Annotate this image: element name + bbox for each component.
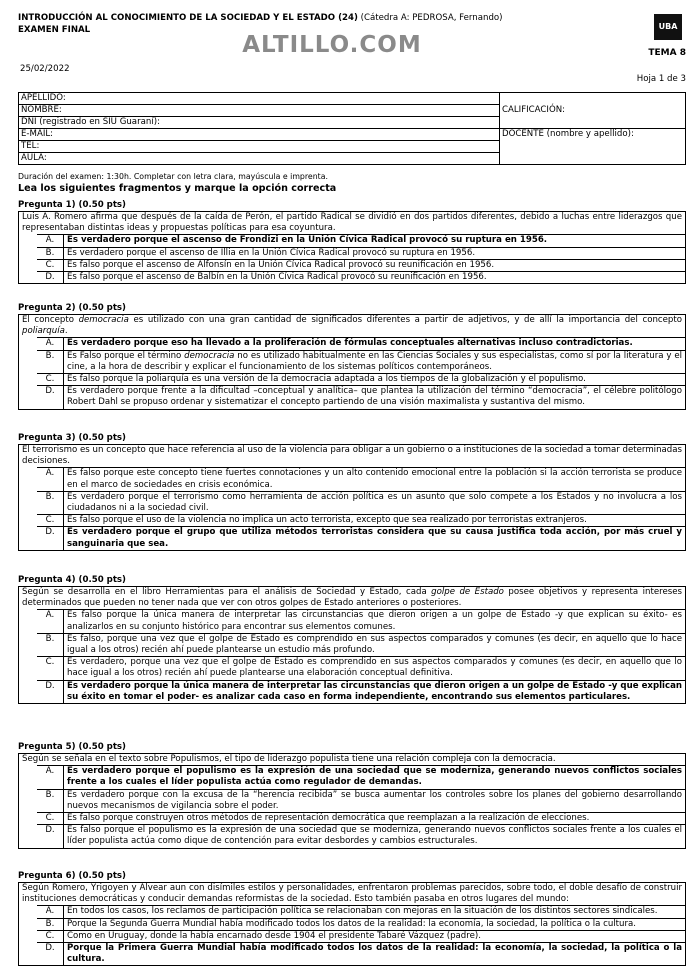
chair: (Cátedra A: PEDROSA, Fernando) bbox=[360, 13, 503, 23]
option-c[interactable] bbox=[37, 656, 685, 679]
option-a[interactable] bbox=[37, 765, 685, 788]
option-a[interactable] bbox=[37, 467, 685, 490]
option-letter: D. bbox=[37, 943, 64, 965]
option-b[interactable] bbox=[37, 633, 685, 656]
option-text: Es falso porque el uso de la violencia no implica un acto terrorista, excepto que sea realizado por terroristas extranjeros. bbox=[67, 515, 587, 526]
option-text: Es verdadero porque frente a la dificultad –conceptual y analítica– que plantea la utilización del término “democracia”, el célebre politólogo Robert Dahl se propuso ordenar y sistematizar el concepto partiendo de una visión maximalista y sustantiva del mismo. bbox=[67, 386, 682, 408]
option-letter: A. bbox=[37, 610, 64, 632]
uba-logo-text: UBA bbox=[658, 22, 678, 31]
option-text: Es falso porque construyen otros métodos de representación democrática que reemplazan a la realización de elecciones. bbox=[67, 813, 590, 824]
stem-text: Según se desarrolla en el libro Herramientas para el análisis de Sociedad y Estado, cada bbox=[22, 587, 432, 597]
question-box bbox=[18, 211, 686, 284]
option-text: En todos los casos, los reclamos de participación política se relacionaban con mejoras en la situación de los distintos sectores sindicales. bbox=[67, 906, 658, 917]
option-term: democracia bbox=[184, 350, 235, 361]
option-text-part: Es Falso porque el término bbox=[67, 350, 185, 361]
option-a[interactable] bbox=[37, 337, 685, 349]
stem-text: El concepto bbox=[22, 315, 79, 325]
option-letter: D. bbox=[37, 825, 64, 847]
option-text: Es verdadero porque la única manera de interpretar las circunstancias que dieron origen a un golpe de Estado -y que explican su éxito en tomar el poder- es analizar cada caso en forma independiente, encontrando sus elementos particulares. bbox=[67, 680, 682, 702]
option-text: Es falso porque la poliarquía es una versión de la democracia adaptada a los tiempos de la globalización y el populismo. bbox=[67, 374, 586, 385]
dni-field[interactable]: DNI (registrado en SIU Guaraní): bbox=[19, 117, 500, 129]
apellido-field[interactable]: APELLIDO: bbox=[19, 93, 500, 105]
option-text: Porque la Segunda Guerra Mundial había modificado todos los datos de la realidad: la economía, la sociedad, la política o la cultura. bbox=[67, 918, 637, 929]
student-info-table bbox=[18, 92, 686, 165]
question-box bbox=[18, 753, 686, 849]
option-letter: B. bbox=[37, 634, 64, 656]
question-box bbox=[18, 444, 686, 551]
question-stem: Según se señala en el texto sobre Populismos, el tipo de liderazgo populista tiene una relación compleja con la democracia. bbox=[22, 754, 556, 764]
option-d[interactable] bbox=[37, 526, 685, 549]
option-letter: C. bbox=[37, 657, 64, 679]
option-letter: A. bbox=[37, 235, 64, 246]
option-d[interactable] bbox=[37, 271, 685, 283]
exam-header bbox=[18, 12, 686, 36]
option-letter: C. bbox=[37, 374, 64, 385]
question-title: Pregunta 3) (0.50 pts) bbox=[18, 433, 126, 443]
option-a[interactable] bbox=[37, 609, 685, 632]
question-6 bbox=[18, 871, 686, 966]
option-letter: A. bbox=[37, 906, 64, 917]
option-text: Es verdadero porque eso ha llevado a la proliferación de fórmulas conceptuales alternativas incluso contradictorias. bbox=[67, 338, 633, 349]
option-text: Es falso porque el ascenso de Alfonsín en la Unión Cívica Radical provocó su reunificación en 1956. bbox=[67, 259, 495, 270]
option-letter: D. bbox=[37, 386, 64, 408]
tel-field[interactable]: TEL: bbox=[19, 141, 500, 153]
option-b[interactable] bbox=[37, 918, 685, 930]
question-3 bbox=[18, 433, 686, 551]
option-letter: D. bbox=[37, 681, 64, 703]
option-letter: B. bbox=[37, 919, 64, 930]
question-5 bbox=[18, 742, 686, 849]
option-d[interactable] bbox=[37, 385, 685, 408]
tema-label: TEMA 8 bbox=[648, 48, 686, 58]
option-b[interactable] bbox=[37, 789, 685, 812]
course-title: INTRODUCCIÓN AL CONOCIMIENTO DE LA SOCIEDAD Y EL ESTADO (24) bbox=[18, 13, 358, 23]
stem-text: . bbox=[64, 326, 68, 337]
option-a[interactable] bbox=[37, 905, 685, 917]
option-d[interactable] bbox=[37, 680, 685, 703]
stem-term: democracia bbox=[78, 315, 129, 325]
exam-type: EXAMEN FINAL bbox=[18, 25, 91, 35]
email-field[interactable]: E-MAIL: bbox=[19, 129, 500, 141]
question-stem: El terrorismo es un concepto que hace referencia al uso de la violencia para obligar a un gobierno o a instituciones de la sociedad a tomar determinadas decisiones. bbox=[22, 445, 682, 467]
option-letter: A. bbox=[37, 766, 64, 788]
question-box bbox=[18, 314, 686, 410]
instructions: Lea los siguientes fragmentos y marque la opción correcta bbox=[18, 183, 337, 194]
question-title: Pregunta 6) (0.50 pts) bbox=[18, 871, 126, 881]
option-c[interactable] bbox=[37, 259, 685, 271]
option-letter: A. bbox=[37, 468, 64, 490]
option-letter: B. bbox=[37, 248, 64, 259]
question-stem bbox=[19, 315, 685, 337]
option-letter: B. bbox=[37, 351, 64, 373]
option-letter: A. bbox=[37, 338, 64, 349]
option-text bbox=[64, 351, 685, 373]
nombre-field[interactable]: NOMBRE: bbox=[19, 105, 500, 117]
calificacion-field[interactable]: CALIFICACIÓN: bbox=[500, 93, 686, 129]
question-1 bbox=[18, 200, 686, 284]
uba-logo bbox=[654, 14, 682, 40]
docente-field[interactable]: DOCENTE (nombre y apellido): bbox=[500, 129, 686, 165]
duration-note: Duración del examen: 1:30h. Completar con letra clara, mayúscula e imprenta. bbox=[18, 172, 328, 181]
option-letter: C. bbox=[37, 515, 64, 526]
option-c[interactable] bbox=[37, 930, 685, 942]
stem-text: es utilizado con una gran cantidad de significados diferentes a partir de adjetivos, y de allí la importancia del concepto bbox=[128, 315, 682, 325]
option-d[interactable] bbox=[37, 824, 685, 847]
option-text: Es falso porque este concepto tiene fuertes connotaciones y un alto contenido emocional entre la población si la acción terrorista se produce en el marco de sociedades en crisis económica. bbox=[67, 468, 682, 490]
question-title: Pregunta 4) (0.50 pts) bbox=[18, 575, 126, 585]
option-b[interactable] bbox=[37, 350, 685, 373]
question-box bbox=[18, 586, 686, 704]
option-text: Es falso porque el ascenso de Balbín en la Unión Cívica Radical provocó su reunificación en 1956. bbox=[67, 272, 487, 283]
aula-field[interactable]: AULA: bbox=[19, 153, 500, 165]
stem-term: golpe de Estado bbox=[431, 587, 504, 597]
page-number: Hoja 1 de 3 bbox=[636, 74, 686, 84]
option-text: Es falso porque la única manera de interpretar las circunstancias que dieron origen a un golpe de Estado -y que explican su éxito- es analizarlos en su conjunto histórico para encontrar sus elementos comunes. bbox=[67, 610, 682, 632]
option-text: Es falso porque el populismo es la expresión de una sociedad que se moderniza, generando nuevos conflictos sociales frente a los cuales el líder populista actúa como dique de contención para evitar desbordes y cambios estructurales. bbox=[67, 825, 682, 847]
option-text: Es verdadero porque el ascenso de Illia en la Unión Cívica Radical provocó su ruptura en 1956. bbox=[67, 247, 476, 258]
option-d[interactable] bbox=[37, 942, 685, 965]
option-letter: B. bbox=[37, 492, 64, 514]
question-stem: Luis A. Romero afirma que después de la caída de Perón, el partido Radical se dividió en dos partidos diferentes, debido a luchas entre liderazgos que representaban distintas ideas y propuestas políticas para esa coyuntura. bbox=[22, 212, 682, 234]
stem-text: posee objetivos y representa intereses determinados que pueden no tener nada que ver con otros golpes de Estado anteriores o posteriores. bbox=[22, 587, 682, 609]
option-text: Es falso, porque una vez que el golpe de Estado es comprendido en sus aspectos comparados y comunes (es decir, en aquello que lo hace igual a los otros) recién ahí puede plantearse un estudio más profundo. bbox=[67, 633, 682, 656]
watermark: ALTILLO.COM bbox=[242, 32, 422, 58]
option-a[interactable] bbox=[37, 234, 685, 246]
option-text: Es verdadero porque el terrorismo como herramienta de acción política es un asunto que solo compete a los Estados y no involucra a los ciudadanos ni a la sociedad civil. bbox=[67, 491, 682, 514]
option-letter: C. bbox=[37, 813, 64, 824]
option-b[interactable] bbox=[37, 247, 685, 259]
option-text: Es verdadero, porque una vez que el golpe de Estado es comprendido en sus aspectos comparados y comunes (es decir, en aquello que lo hace igual a los otros) recién ahí puede plantearse una elaboración conceptual definitiva. bbox=[67, 657, 682, 679]
option-text-part: no es utilizado habitualmente en las Ciencias Sociales y sus especialistas, como sí por la literatura y el cine, a la hora de describir y explicar el funcionamiento de los sistemas políticos contemporáneos. bbox=[67, 350, 683, 372]
option-b[interactable] bbox=[37, 491, 685, 514]
question-box bbox=[18, 882, 686, 966]
option-text: Es verdadero porque el populismo es la expresión de una sociedad que se moderniza, generando nuevos conflictos sociales frente a los cuales el líder populista actúa como regulador de demandas. bbox=[67, 766, 682, 788]
question-stem: Según Romero, Yrigoyen y Alvear aun con disímiles estilos y personalidades, enfrentaron problemas parecidos, sobre todo, el doble desafío de construir instituciones democráticas y conducir demandas reformistas de la sociedad. Esto también pasaba en otros lugares del mundo: bbox=[22, 883, 682, 905]
option-letter: C. bbox=[37, 931, 64, 942]
question-2 bbox=[18, 303, 686, 410]
option-c[interactable] bbox=[37, 812, 685, 824]
stem-term: poliarquía bbox=[22, 326, 65, 337]
option-text: Es verdadero porque el ascenso de Frondizi en la Unión Cívica Radical provocó su ruptura en 1956. bbox=[67, 235, 548, 246]
option-text: Como en Uruguay, donde la había encarnado desde 1904 el presidente Tabaré Vázquez (padre). bbox=[67, 930, 481, 941]
question-title: Pregunta 1) (0.50 pts) bbox=[18, 200, 126, 210]
exam-date: 25/02/2022 bbox=[20, 64, 70, 74]
option-letter: B. bbox=[37, 790, 64, 812]
option-text: Es verdadero porque el grupo que utiliza métodos terroristas considera que su causa justifica toda acción, por más cruel y sanguinaria que sea. bbox=[67, 527, 682, 549]
option-text: Es verdadero porque con la excusa de la “herencia recibida” se busca aumentar los controles sobre los planes del gobierno desarrollando nuevos mecanismos de vigilancia sobre el poder. bbox=[67, 789, 682, 811]
option-c[interactable] bbox=[37, 514, 685, 526]
option-c[interactable] bbox=[37, 373, 685, 385]
option-letter: D. bbox=[37, 527, 64, 549]
question-title: Pregunta 2) (0.50 pts) bbox=[18, 303, 126, 313]
question-4 bbox=[18, 575, 686, 704]
question-stem bbox=[19, 587, 685, 609]
option-letter: D. bbox=[37, 272, 64, 283]
option-letter: C. bbox=[37, 260, 64, 271]
question-title: Pregunta 5) (0.50 pts) bbox=[18, 742, 126, 752]
option-text: Porque la Primera Guerra Mundial había modificado todos los datos de la realidad: la economía, la sociedad, la política o la cultura. bbox=[67, 943, 682, 965]
